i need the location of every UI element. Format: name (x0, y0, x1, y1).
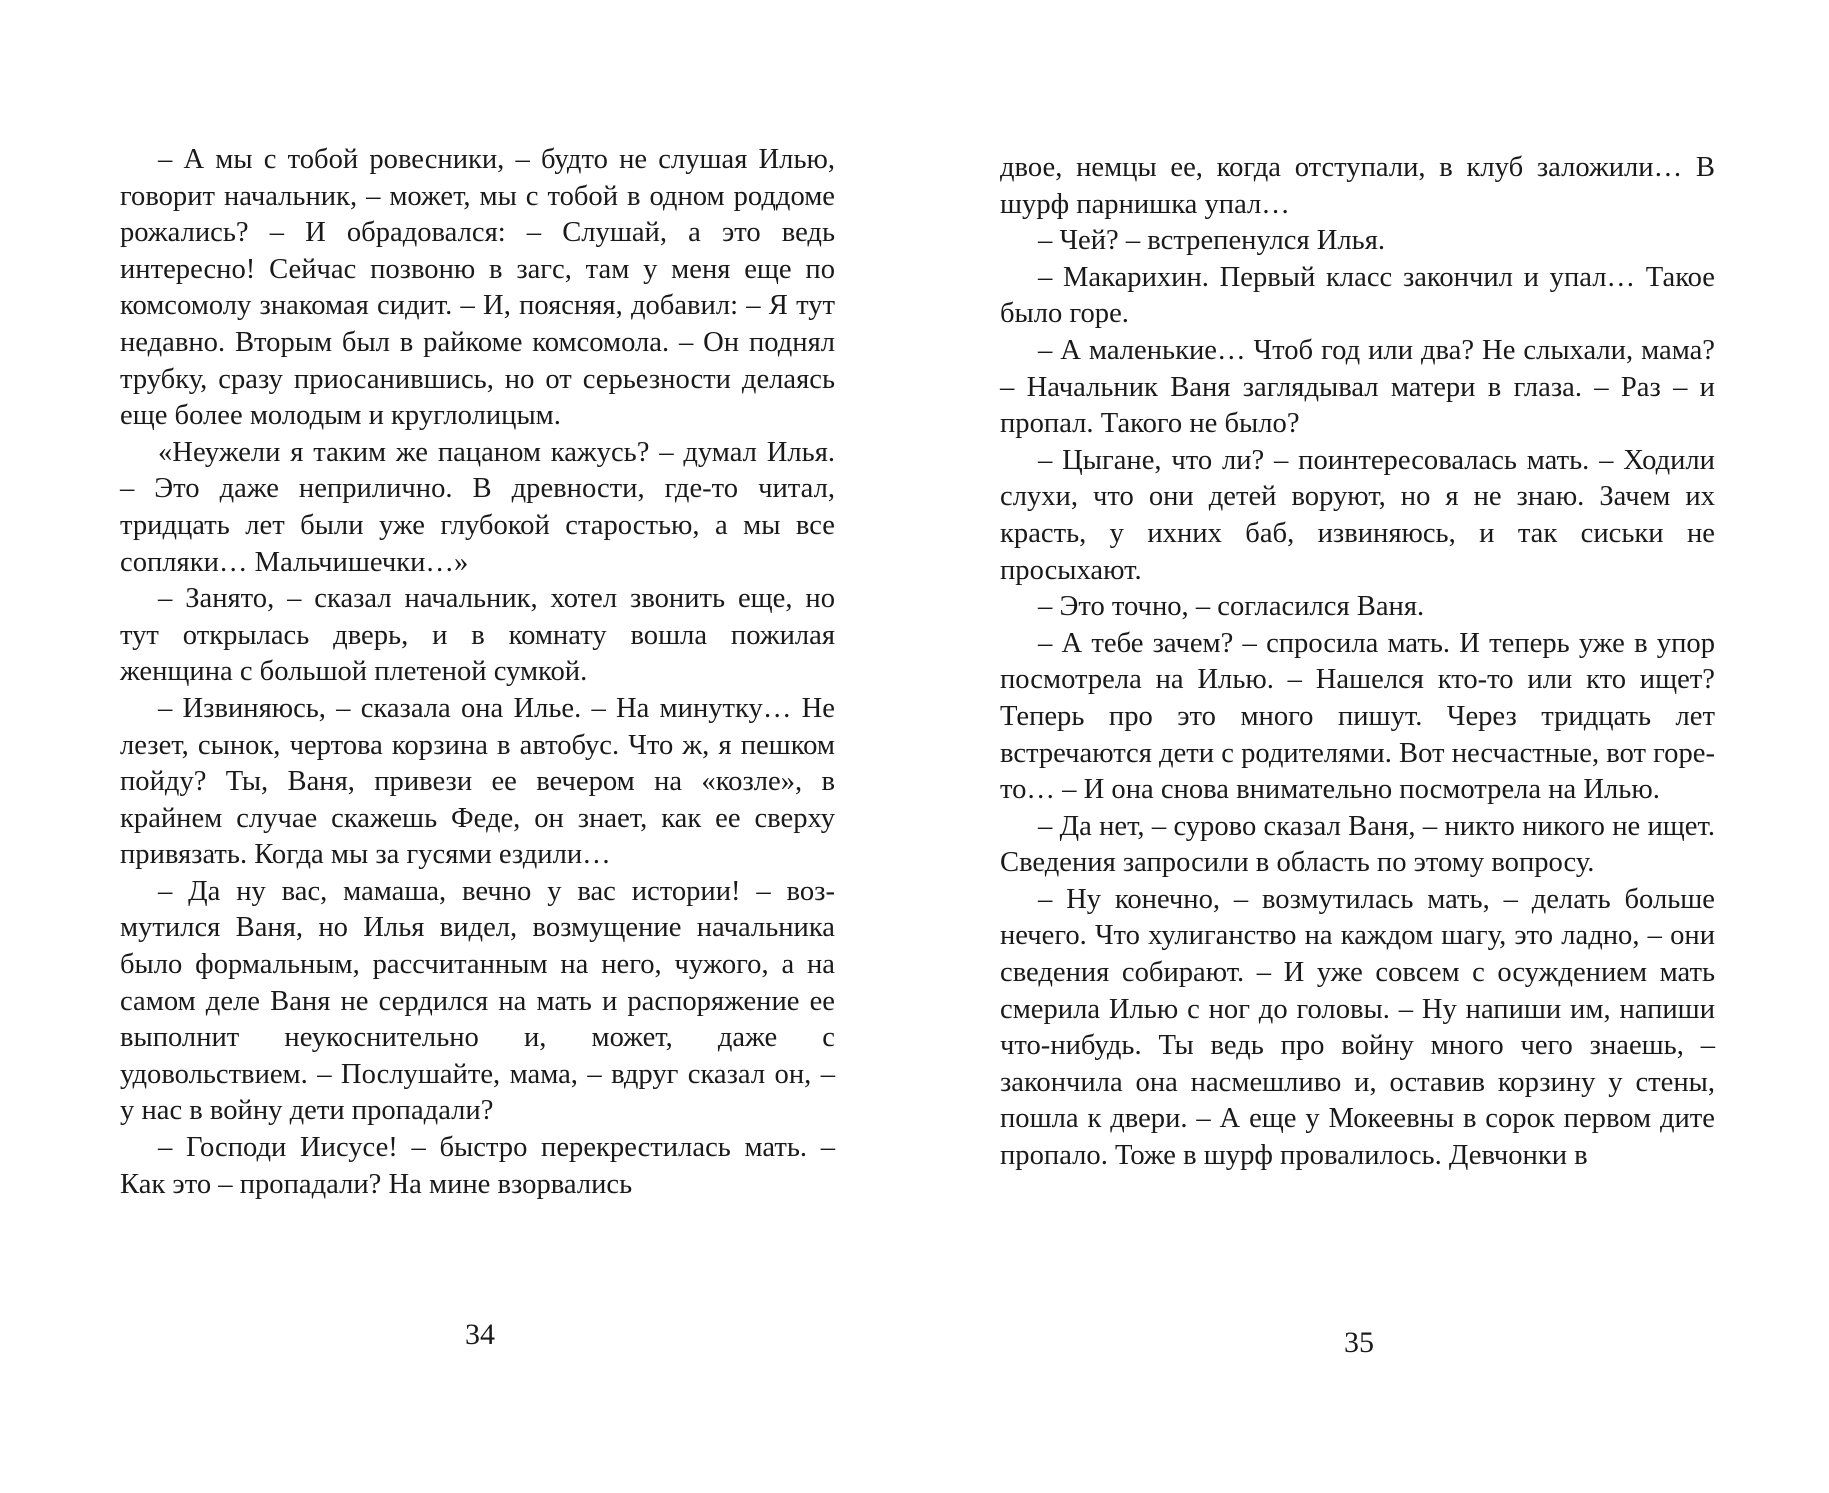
paragraph: – А тебе зачем? – спросила мать. И теперь уже в упор посмотрела на Илью. – Нашелся кто-то или кто ищет? Теперь про это много пишут. Через тридцать лет встречаются дети с родителями. Вот несчастные, вот горе-то… – И она снова внимательно посмотрела на Илью. (1000, 627, 1715, 806)
paragraph-continuation: двое, немцы ее, когда отступали, в клуб заложили… В шурф парнишка упал… (1000, 152, 1715, 220)
left-page (120, 142, 835, 1203)
paragraph: – Это точно, – согласился Ваня. (1038, 591, 1425, 623)
paragraph: – А мы с тобой ровесники, – будто не слушая Илью, говорит начальник, – может, мы с тобой в одном роддоме рожались? – И обрадовался: – Слушай, а это ведь интересно! Сейчас позвоню в загс, там у меня еще по комсомолу знакомая сидит. – И, поясняя, добавил: – Я тут недавно. Вторым был в райкоме комсомола. – Он поднял трубку, сразу приосанившись, но от серьезности делаясь еще более молодым и круглолицым. (120, 144, 835, 432)
paragraph: – А маленькие… Чтоб год или два? Не слыхали, мама? – Начальник Ваня заглядывал матери в глаза. – Раз – и пропал. Такого не было? (1000, 334, 1715, 440)
page-number-right: 35 (1344, 1326, 1374, 1359)
right-page (1000, 150, 1715, 1175)
paragraph: – Чей? – встрепенулся Илья. (1038, 225, 1386, 257)
right-page-text (1000, 150, 1715, 1175)
paragraph: – Да нет, – сурово сказал Ваня, – никто никого не ищет. Сведения запросили в область по этому вопросу. (1000, 810, 1715, 879)
paragraph: – Да ну вас, мамаша, вечно у вас истории! – возмутился Ваня, но Илья видел, возмущение начальника было формальным, рассчитанным на него, чужого, а на самом деле Ваня не сердился на мать и распоряжение ее выполнит неукоснительно и, может, даже с удовольствием. – Послушайте, мама, – вдруг сказал он, – у нас в войну дети пропадали? (120, 875, 835, 1127)
paragraph: – Господи Иисусе! – быстро перекрестилась мать. – Как это – пропадали? На мине взорвались (120, 1132, 835, 1200)
paragraph: «Неужели я таким же пацаном кажусь? – думал Илья. – Это даже неприлично. В древности, где-то читал, тридцать лет были уже глубокой старостью, а мы все сопляки… Мальчишечки…» (120, 436, 835, 578)
paragraph: – Цыгане, что ли? – поинтересовалась мать. – Ходили слухи, что они детей воруют, но я не знаю. Зачем их красть, у ихних баб, извиняюсь, и так сиськи не просыхают. (1000, 444, 1715, 586)
paragraph: – Извиняюсь, – сказала она Илье. – На минутку… Не лезет, сынок, чертова корзина в автобус. Что ж, я пешком пойду? Ты, Ваня, привези ее вечером на «козле», в крайнем случае скажешь Феде, он знает, как ее сверху привязать. Когда мы за гусями ездили… (120, 692, 835, 871)
page-number-left: 34 (465, 1318, 495, 1351)
paragraph: – Занято, – сказал начальник, хотел звонить еще, но тут открылась дверь, и в комнату вошла пожилая женщина с большой плетеной сумкой. (120, 583, 835, 688)
paragraph: – Ну конечно, – возмутилась мать, – делать больше нечего. Что хулиганство на каждом шагу, это ладно, – они сведения собирают. – И уже совсем с осуждением мать смерила Илью с ног до головы. – Ну напиши им, напиши что-нибудь. Ты ведь про войну много чего знаешь, – закончила она насмешливо и, оставив корзину у стены, пошла к двери. – А еще у Мокеевны в сорок первом дите пропало. Тоже в шурф провалилось. Девчонки в (1000, 883, 1715, 1172)
left-page-text (120, 142, 835, 1203)
paragraph: – Макарихин. Первый класс закончил и упал… Такое было горе. (1000, 261, 1715, 330)
